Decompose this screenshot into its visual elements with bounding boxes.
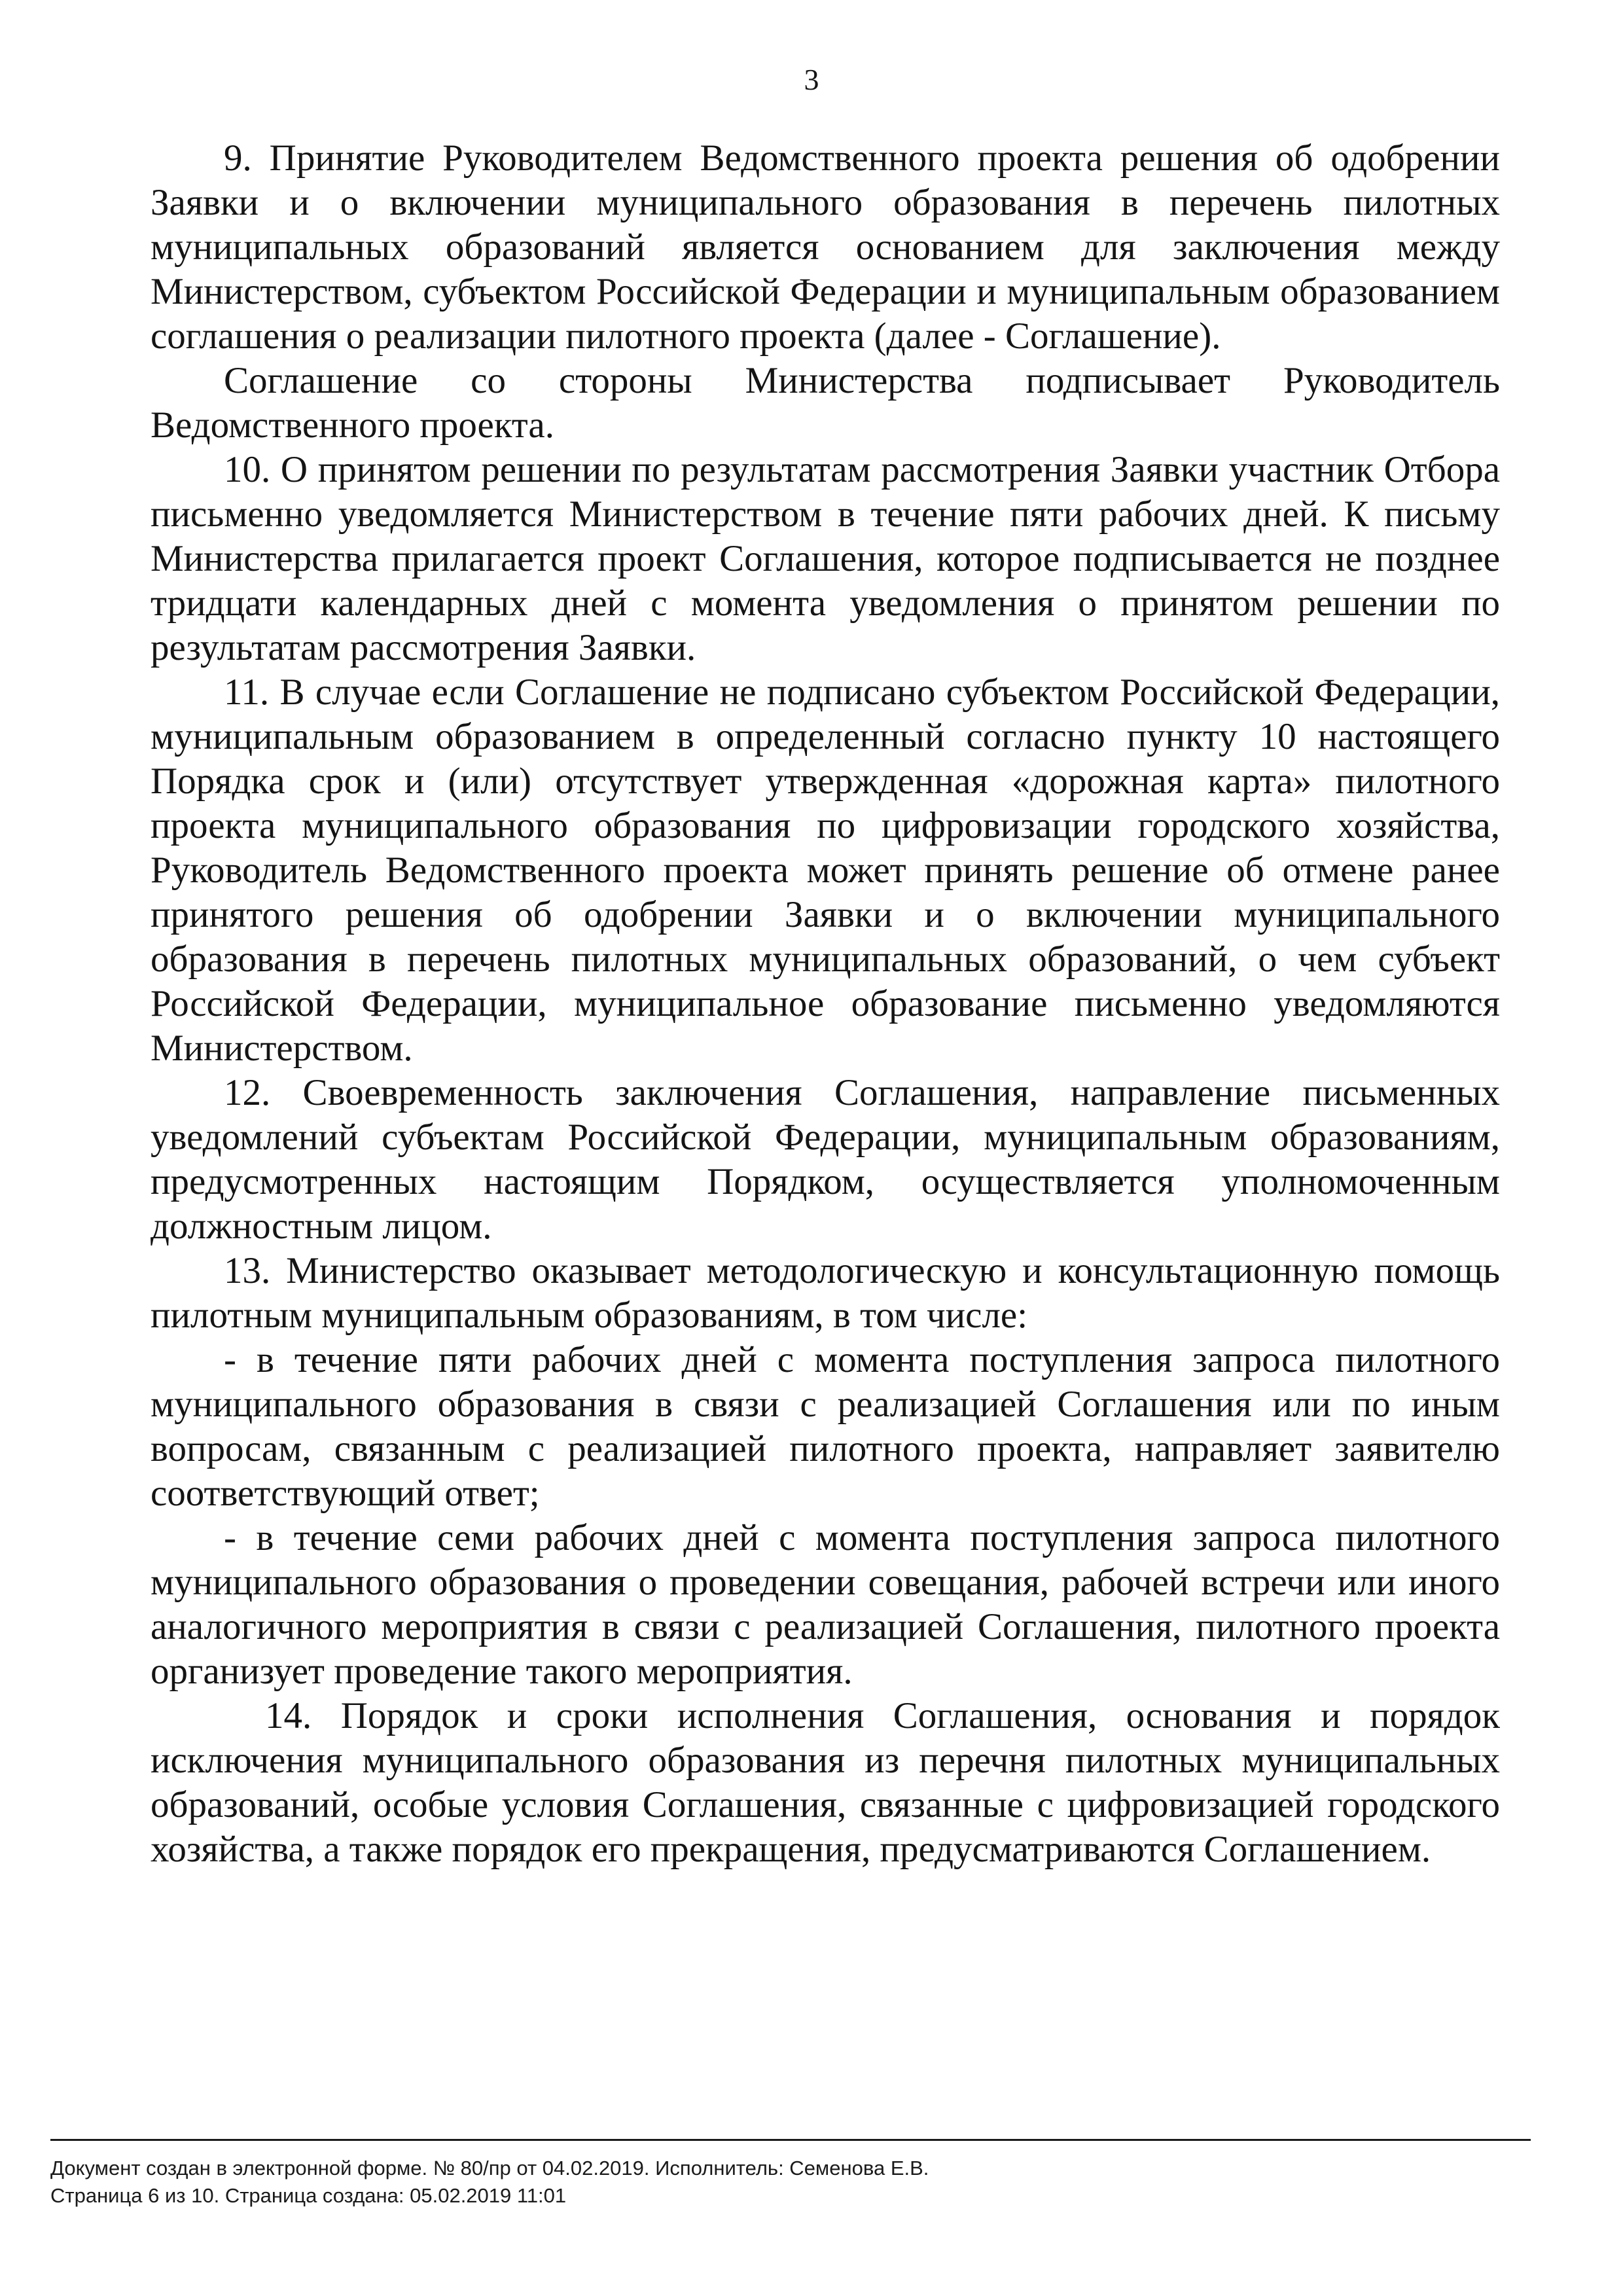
paragraph-12: 12. Своевременность заключения Соглашения, направление письменных уведомлений субъектам Российской Федерации, муниципальным образованиям, предусмотренных настоящим Порядком, осуществляется уполномоченным должностным лицом. <box>151 1072 1500 1247</box>
paragraph-13-item-2: - в течение семи рабочих дней с момента поступления запроса пилотного муниципального образования о проведении совещания, рабочей встречи или иного аналогичного мероприятия в связи с реализацией Соглашения, пилотного проекта организует проведение такого мероприятия. <box>151 1517 1500 1692</box>
paragraph-13: 13. Министерство оказывает методологическую и консультационную помощь пилотным муниципальным образованиям, в том числе: <box>151 1250 1500 1336</box>
paragraph-9-signatory: Соглашение со стороны Министерства подписывает Руководитель Ведомственного проекта. <box>151 360 1500 446</box>
footer-page-info: Страница 6 из 10. Страница создана: 05.02.2019 11:01 <box>50 2184 567 2207</box>
document-footer <box>50 2155 1556 2210</box>
footer-divider <box>50 2139 1531 2141</box>
paragraph-14: 14. Порядок и сроки исполнения Соглашения, основания и порядок исключения муниципального образования из перечня пилотных муниципальных образований, особые условия Соглашения, связанные с цифровизацией городского хозяйства, а также порядок его прекращения, предусматриваются Соглашением. <box>151 1695 1500 1870</box>
page-number: 3 <box>804 63 819 96</box>
paragraph-11: 11. В случае если Соглашение не подписано субъектом Российской Федерации, муниципальным образованием в определенный согласно пункту 10 настоящего Порядка срок и (или) отсутствует утвержденная «дорожная карта» пилотного проекта муниципального образования по цифровизации городского хозяйства, Руководитель Ведомственного проекта может принять решение об отмене ранее принятого решения об одобрении Заявки и о включении муниципального образования в перечень пилотных муниципальных образований, о чем субъект Российской Федерации, муниципальное образование письменно уведомляются Министерством. <box>151 672 1500 1069</box>
paragraph-13-item-1: - в течение пяти рабочих дней с момента поступления запроса пилотного муниципального образования в связи с реализацией Соглашения или по иным вопросам, связанным с реализацией пилотного проекта, направляет заявителю соответствующий ответ; <box>151 1339 1500 1514</box>
paragraph-9: 9. Принятие Руководителем Ведомственного проекта решения об одобрении Заявки и о включении муниципального образования в перечень пилотных муниципальных образований является основанием для заключения между Министерством, субъектом Российской Федерации и муниципальным образованием соглашения о реализации пилотного проекта (далее - Соглашение). <box>151 137 1500 357</box>
footer-document-info: Документ создан в электронной форме. № 80/пр от 04.02.2019. Исполнитель: Семенова Е.В. <box>50 2157 929 2179</box>
document-body <box>151 136 1500 1872</box>
paragraph-10: 10. О принятом решении по результатам рассмотрения Заявки участник Отбора письменно уведомляется Министерством в течение пяти рабочих дней. К письму Министерства прилагается проект Соглашения, которое подписывается не позднее тридцати календарных дней с момента уведомления о принятом решении по результатам рассмотрения Заявки. <box>151 449 1500 668</box>
